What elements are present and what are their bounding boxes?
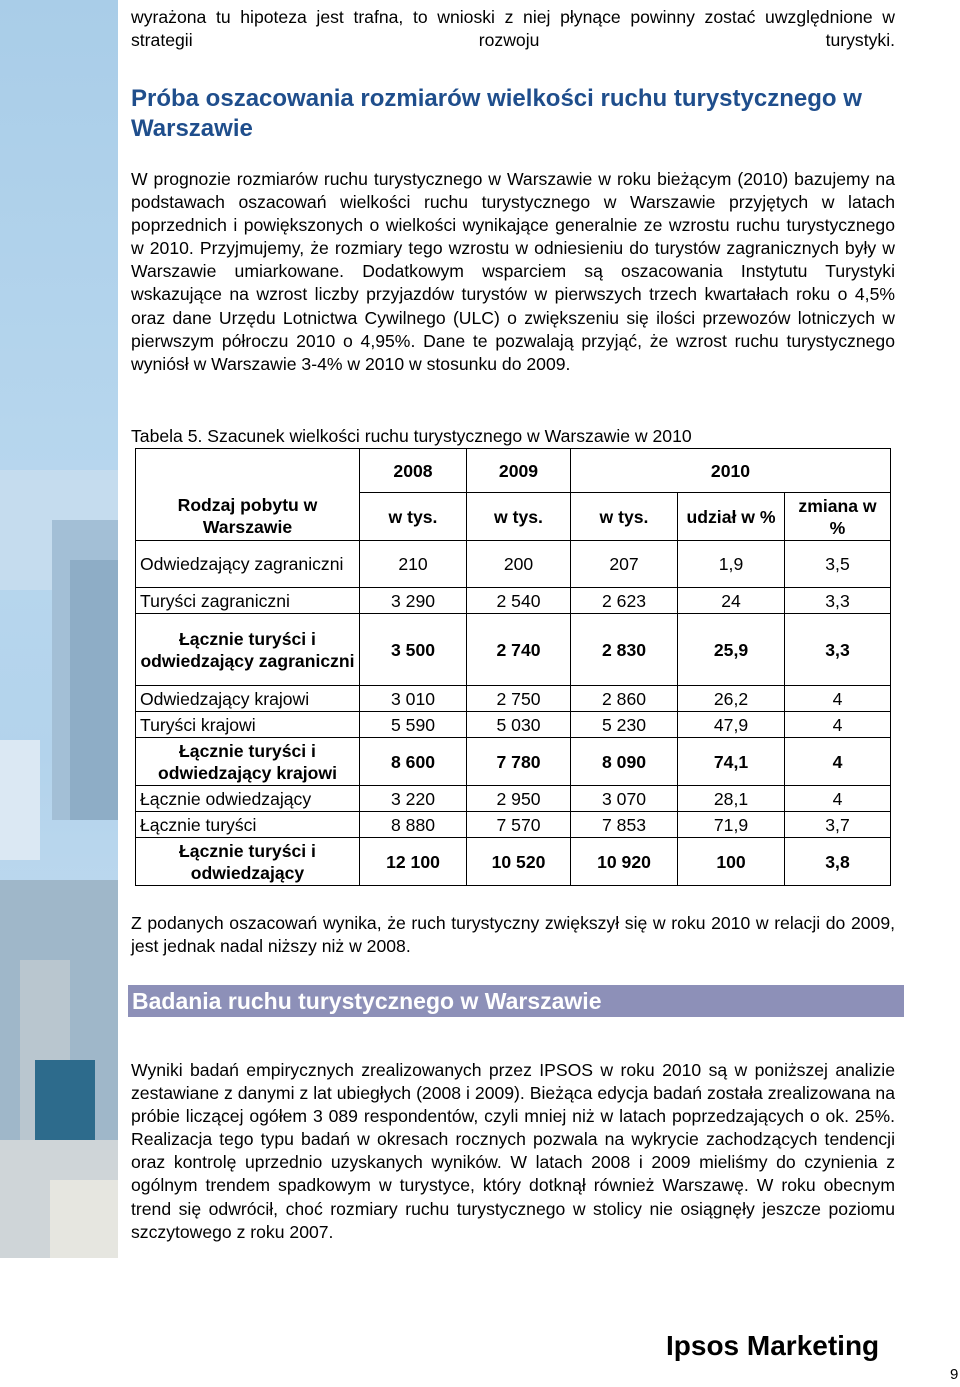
cell: 2 540 (467, 588, 571, 614)
cell: 5 590 (360, 712, 467, 738)
cell: 10 520 (467, 838, 571, 886)
cell: 200 (467, 541, 571, 588)
cell: 2 950 (467, 786, 571, 812)
change-header: zmiana w % (785, 493, 891, 541)
cell: 2 750 (467, 686, 571, 712)
cell: 74,1 (678, 738, 785, 786)
cell: 210 (360, 541, 467, 588)
section-heading: Próba oszacowania rozmiarów wielkości ruchu turystycznego w Warszawie (131, 85, 862, 142)
row-label: Odwiedzający zagraniczni (136, 541, 360, 588)
cell: 3,8 (785, 838, 891, 886)
cell: 4 (785, 712, 891, 738)
table-row-total (136, 838, 891, 886)
cell: 3,5 (785, 541, 891, 588)
cell: 28,1 (678, 786, 785, 812)
year-header: 2008 (360, 449, 467, 493)
cell: 4 (785, 686, 891, 712)
cell: 7 853 (571, 812, 678, 838)
row-label: Turyści krajowi (136, 712, 360, 738)
cell: 10 920 (571, 838, 678, 886)
cell: 2 623 (571, 588, 678, 614)
cell: 5 030 (467, 712, 571, 738)
section-heading-band (128, 985, 904, 1017)
table-subheader-row (136, 493, 891, 541)
cell: 2 740 (467, 614, 571, 686)
table-row (136, 786, 891, 812)
cell: 3,3 (785, 588, 891, 614)
table-row (136, 812, 891, 838)
cell: 26,2 (678, 686, 785, 712)
unit-header: w tys. (467, 493, 571, 541)
cell: 4 (785, 738, 891, 786)
unit-header: w tys. (360, 493, 467, 541)
table-row (136, 588, 891, 614)
cell: 3 010 (360, 686, 467, 712)
cell: 3,3 (785, 614, 891, 686)
row-label: Odwiedzający krajowi (136, 686, 360, 712)
body-paragraph: W prognozie rozmiarów ruchu turystycznego w Warszawie w roku bieżącym (2010) bazujemy na podstawach oszacowań wielkości ruchu turystycznego w Warszawie przyjętych w latach poprzednich i powiększonych o wielkości wynikające generalnie ze wzrostu ruchu turystycznego w 2010. Przyjmujemy, że rozmiary tego wzrostu w odniesieniu do turystów zagranicznych były w Warszawie umiarkowane. Dodatkowym wsparciem są oszacowania Instytutu Turystyki wskazujące na wzrost liczby przyjazdów turystów w pierwszych trzech kwartałach roku o 4,5% oraz dane Urzędu Lotnictwa Cywilnego (ULC) o zwiększeniu się ilości przewozów lotniczych w pierwszym półroczu 2010 o 4,95%. Dane te pozwalają przyjąć, że wzrost ruchu turystycznego wyniósł w Warszawie 3-4% w 2010 w stosunku do 2009. (131, 169, 895, 374)
body-paragraph: Wyniki badań empirycznych zrealizowanych przez IPSOS w roku 2010 są w poniższej analizie zestawiane z danymi z lat ubiegłych (2008 i 2009). Bieżąca edycja badań została zrealizowana na próbie liczącej ogółem 3 089 respondentów, czyli mniej niż w latach poprzedzających o ok. 25%. Realizacja tego typu badań w okresach rocznych pozwala na wykrycie zachodzących tendencji oraz kontrolę uprzednio uzyskanych wyników. W latach 2008 i 2009 mieliśmy do czynienia z ogólnym trendem spadkowym w turystyce, który dotknął również Warszawę. W roku obecnym trend się odwrócił, choć rozmiary ruchu turystycznego w stolicy nie osiągnęły jeszcze poziomu szczytowego z roku 2007. (131, 1060, 895, 1242)
cell: 24 (678, 588, 785, 614)
footer-brand: Ipsos Marketing (666, 1330, 880, 1361)
table-row (136, 686, 891, 712)
cell: 3,7 (785, 812, 891, 838)
year-header: 2009 (467, 449, 571, 493)
decorative-side-image (0, 0, 118, 1258)
unit-header: w tys. (571, 493, 678, 541)
cell: 2 860 (571, 686, 678, 712)
table-row-total (136, 614, 891, 686)
cell: 7 780 (467, 738, 571, 786)
cell: 7 570 (467, 812, 571, 838)
cell: 8 090 (571, 738, 678, 786)
cell: 2 830 (571, 614, 678, 686)
row-label: Turyści zagraniczni (136, 588, 360, 614)
cell: 71,9 (678, 812, 785, 838)
row-type-header: Rodzaj pobytu w Warszawie (136, 493, 360, 541)
row-label: Łącznie turyści i odwiedzający krajowi (136, 738, 360, 786)
share-header: udział w % (678, 493, 785, 541)
row-label: Łącznie odwiedzający (136, 786, 360, 812)
table-row (136, 712, 891, 738)
cell: 100 (678, 838, 785, 886)
cell: 3 070 (571, 786, 678, 812)
section-heading: Badania ruchu turystycznego w Warszawie (132, 988, 602, 1014)
table-corner-cell (136, 449, 360, 493)
cell: 5 230 (571, 712, 678, 738)
cell: 3 500 (360, 614, 467, 686)
cell: 4 (785, 786, 891, 812)
cell: 1,9 (678, 541, 785, 588)
year-header: 2010 (571, 449, 891, 493)
cell: 8 880 (360, 812, 467, 838)
row-label: Łącznie turyści i odwiedzający zagraniczni (136, 614, 360, 686)
table-caption: Tabela 5. Szacunek wielkości ruchu turystycznego w Warszawie w 2010 (131, 426, 692, 446)
row-label: Łącznie turyści i odwiedzający (136, 838, 360, 886)
table-row-total (136, 738, 891, 786)
intro-paragraph: wyrażona tu hipoteza jest trafna, to wnioski z niej płynące powinny zostać uwzględnione w strategii rozwoju turystyki. (131, 7, 895, 51)
cell: 207 (571, 541, 678, 588)
conclusion-paragraph: Z podanych oszacowań wynika, że ruch turystyczny zwiększył się w roku 2010 w relacji do 2009, jest jednak nadal niższy niż w 2008. (131, 913, 895, 957)
row-label: Łącznie turyści (136, 812, 360, 838)
table-row (136, 541, 891, 588)
cell: 8 600 (360, 738, 467, 786)
cell: 12 100 (360, 838, 467, 886)
cell: 3 220 (360, 786, 467, 812)
table-year-row (136, 449, 891, 493)
cell: 3 290 (360, 588, 467, 614)
tourism-estimate-table (135, 448, 891, 886)
cell: 25,9 (678, 614, 785, 686)
page-number: 9 (950, 1366, 959, 1383)
cell: 47,9 (678, 712, 785, 738)
